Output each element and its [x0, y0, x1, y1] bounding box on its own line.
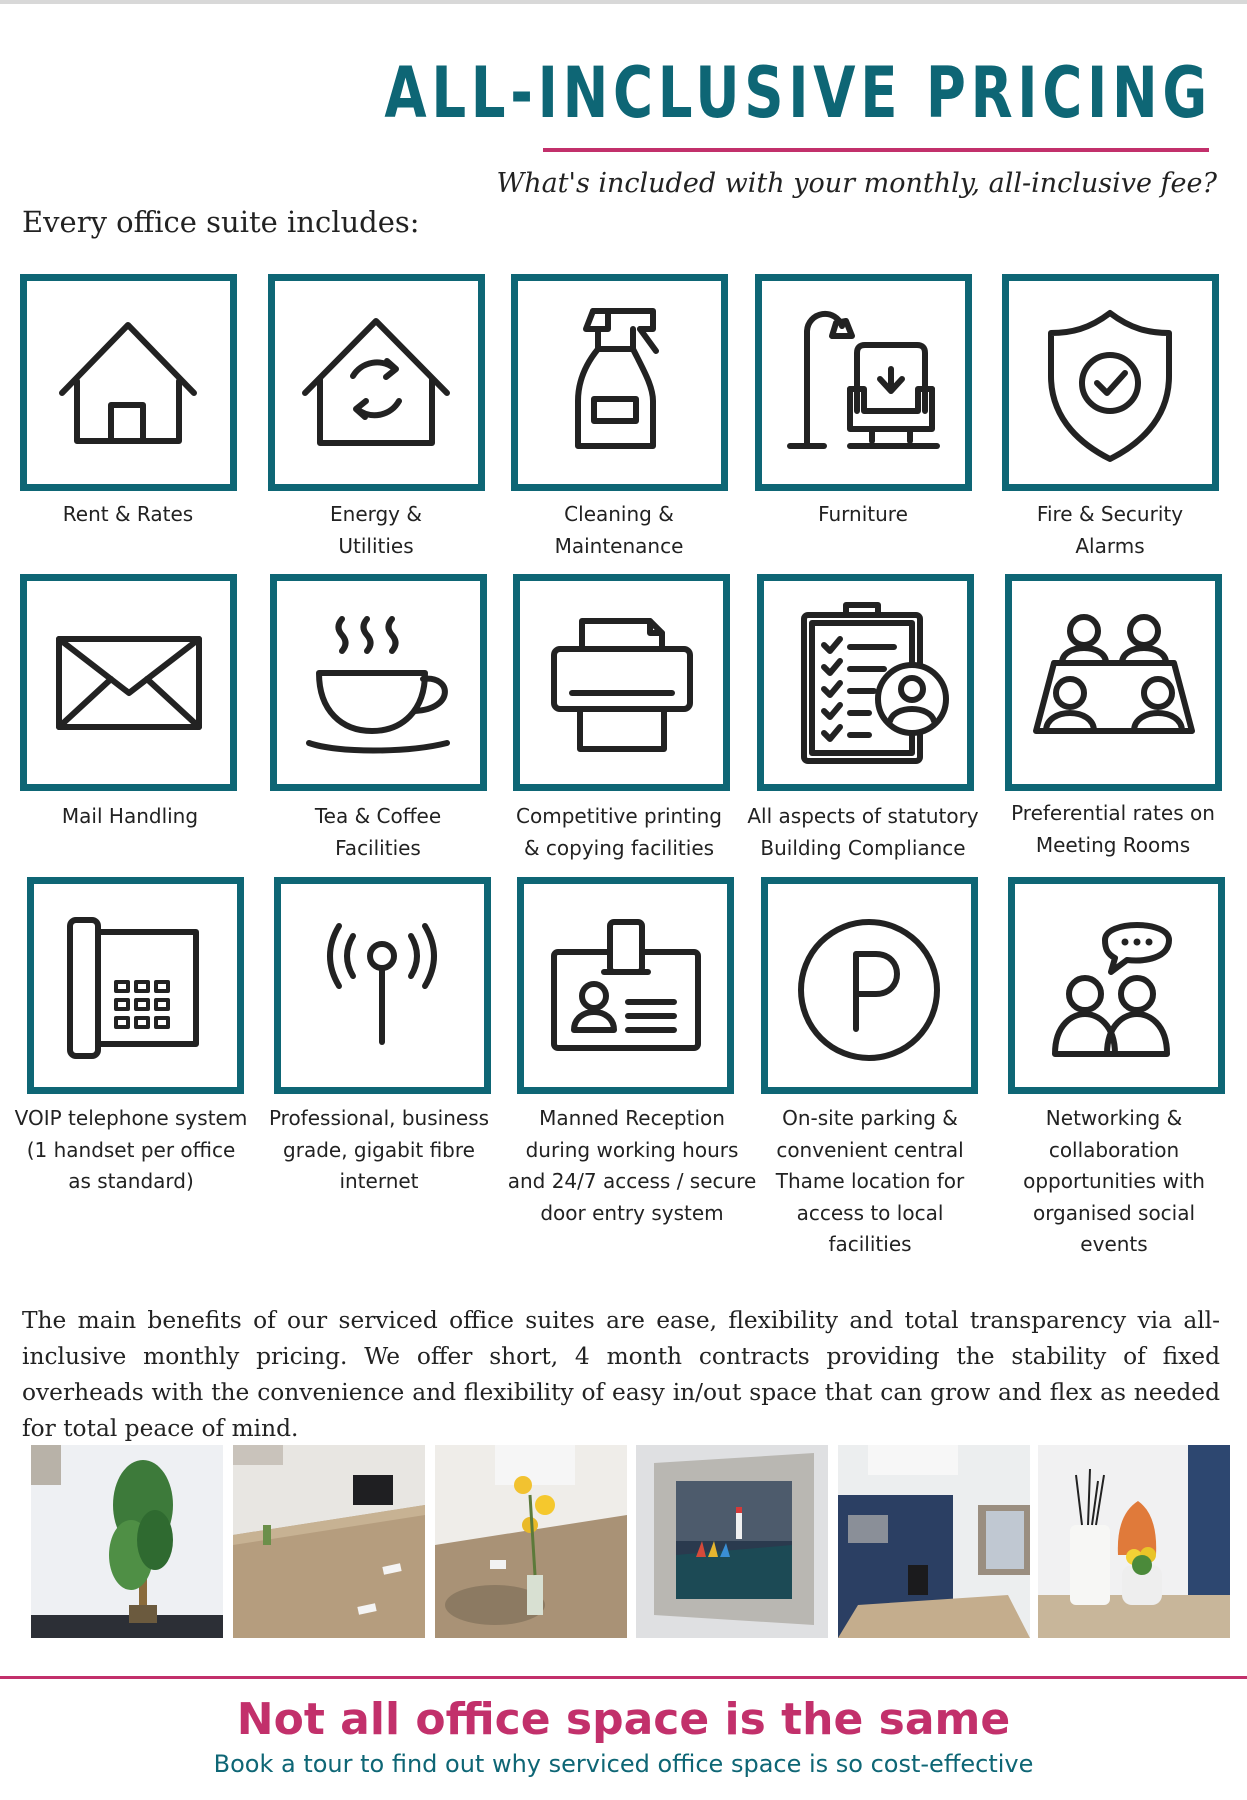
id-badge-icon	[517, 877, 734, 1094]
photo-plant	[31, 1445, 223, 1638]
wifi-antenna-icon	[274, 877, 491, 1094]
title-underline	[543, 148, 1209, 152]
benefits-paragraph: The main benefits of our serviced office suites are ease, flexibility and total transparency via all-inclusive monthly pricing. We offer short, 4 month contracts providing the stability of fixed overheads with the convenience and flexibility of easy in/out space that can grow and flex as needed for total peace of mind.	[22, 1307, 1220, 1442]
house-icon	[20, 274, 237, 491]
feature-label-mail: Mail Handling	[61, 804, 199, 828]
feature-label-networking: Networking & collaboration opportunities with organised social events	[1023, 1106, 1205, 1256]
feature-label-compliance: All aspects of statutory Building Compliance	[747, 804, 979, 860]
clipboard-checklist-icon	[757, 574, 974, 791]
feature-label-fire: Fire & Security Alarms	[1036, 502, 1184, 558]
feature-label-cleaning: Cleaning & Maintenance	[554, 502, 684, 558]
lamp-armchair-icon	[755, 274, 972, 491]
feature-label-reception: Manned Reception during working hours and 24/7 access / secure door entry system	[507, 1106, 757, 1225]
printer-icon	[513, 574, 730, 791]
page-subtitle: What's included with your monthly, all-inclusive fee?	[496, 168, 1217, 199]
desk-phone-icon	[27, 877, 244, 1094]
meeting-table-icon	[1005, 574, 1222, 791]
footer-divider	[0, 1676, 1247, 1679]
feature-label-tea: Tea & Coffee Facilities	[314, 804, 442, 860]
footer-subline: Book a tour to find out why serviced office space is so cost-effective	[213, 1750, 1034, 1778]
feature-label-energy: Energy & Utilities	[330, 502, 422, 558]
energy-house-icon	[268, 274, 485, 491]
photo-painting	[636, 1445, 828, 1638]
feature-label-meeting: Preferential rates on Meeting Rooms	[1011, 801, 1215, 857]
feature-label-parking: On-site parking & convenient central Thame location for access to local facilities	[775, 1106, 965, 1256]
envelope-icon	[20, 574, 237, 791]
feature-label-voip: VOIP telephone system (1 handset per office as standard)	[14, 1106, 248, 1193]
footer-headline: Not all office space is the same	[236, 1694, 1011, 1745]
photo-desk	[233, 1445, 425, 1638]
photo-flowers	[435, 1445, 627, 1638]
shield-check-icon	[1002, 274, 1219, 491]
photo-office-room	[838, 1445, 1030, 1638]
spray-bottle-icon	[511, 274, 728, 491]
feature-label-furniture: Furniture	[818, 502, 908, 526]
top-border	[0, 0, 1247, 4]
feature-label-printing: Competitive printing & copying facilities	[516, 804, 722, 860]
networking-icon	[1008, 877, 1225, 1094]
parking-icon	[761, 877, 978, 1094]
intro-text: Every office suite includes:	[22, 205, 420, 239]
coffee-cup-icon	[270, 574, 487, 791]
photo-diffuser	[1038, 1445, 1230, 1638]
feature-label-internet: Professional, business grade, gigabit fibre internet	[268, 1106, 490, 1193]
page-title: ALL-INCLUSIVE PRICING	[384, 52, 1212, 134]
feature-label-rent: Rent & Rates	[62, 502, 194, 526]
